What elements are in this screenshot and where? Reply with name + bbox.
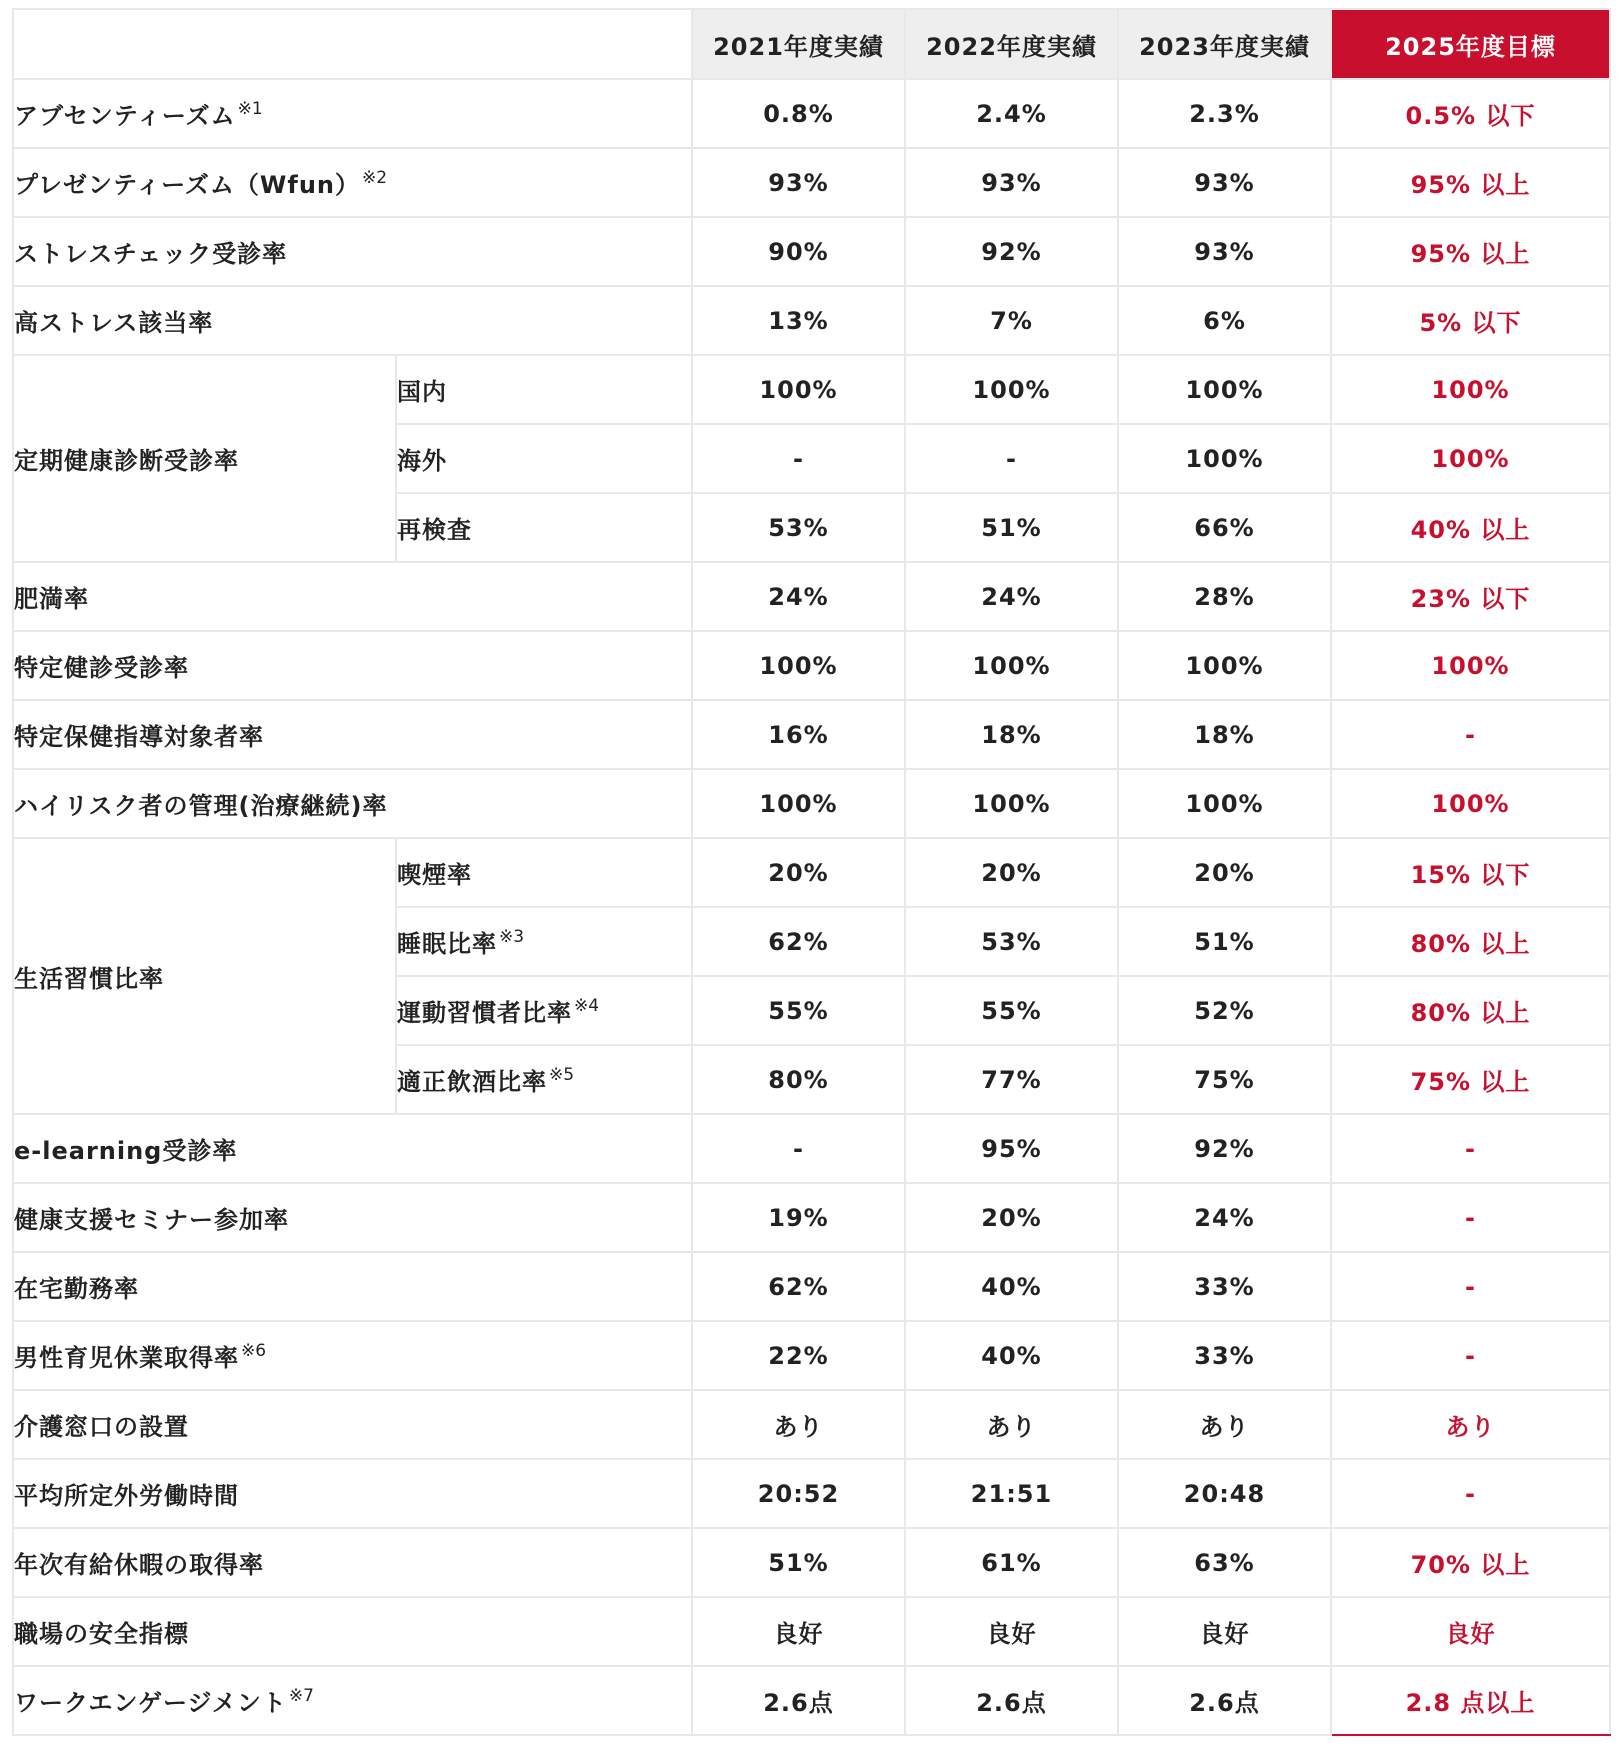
row-label: e-learning受診率 [13, 1114, 692, 1183]
cell-target: 5% 以下 [1331, 286, 1610, 355]
cell-2021: 80% [692, 1045, 905, 1114]
cell-2021: 53% [692, 493, 905, 562]
row-label-text: ワークエンゲージメント [14, 1689, 287, 1717]
cell-2022: 77% [905, 1045, 1118, 1114]
cell-2023: 6% [1118, 286, 1331, 355]
table-row [13, 700, 1610, 769]
group-label-lifestyle: 生活習慣比率 [13, 838, 396, 1114]
cell-target: 23% 以下 [1331, 562, 1610, 631]
cell-2022: 92% [905, 217, 1118, 286]
row-label-text: アブセンティーズム [14, 102, 236, 130]
cell-2023: 63% [1118, 1528, 1331, 1597]
cell-target: 良好 [1331, 1597, 1610, 1666]
footnote-marker: ※2 [362, 168, 388, 188]
table-row [13, 1114, 1610, 1183]
table-row [13, 631, 1610, 700]
cell-2023: 2.3% [1118, 79, 1331, 148]
cell-2021: 55% [692, 976, 905, 1045]
row-label-text: プレゼンティーズム（Wfun） [14, 171, 361, 199]
table-row [13, 286, 1610, 355]
health-kpi-table [12, 8, 1611, 1736]
cell-2021: 62% [692, 1252, 905, 1321]
cell-2023: 33% [1118, 1252, 1331, 1321]
sub-label: 国内 [396, 355, 692, 424]
row-label-text: 男性育児休業取得率 [14, 1344, 239, 1372]
row-label: 年次有給休暇の取得率 [13, 1528, 692, 1597]
sub-label: 喫煙率 [396, 838, 692, 907]
cell-2021: 2.6点 [692, 1666, 905, 1735]
footnote-marker: ※7 [288, 1686, 314, 1706]
sub-label [396, 976, 692, 1045]
cell-2023: 66% [1118, 493, 1331, 562]
cell-2021: - [692, 424, 905, 493]
footnote-marker: ※1 [237, 99, 263, 119]
cell-2021: 0.8% [692, 79, 905, 148]
table-row [13, 1390, 1610, 1459]
cell-2021: 良好 [692, 1597, 905, 1666]
sub-label [396, 907, 692, 976]
cell-2022: あり [905, 1390, 1118, 1459]
cell-2022: 61% [905, 1528, 1118, 1597]
header-2021: 2021年度実績 [692, 9, 905, 79]
table-row [13, 79, 1610, 148]
cell-2023: 良好 [1118, 1597, 1331, 1666]
header-2023: 2023年度実績 [1118, 9, 1331, 79]
row-label: 高ストレス該当率 [13, 286, 692, 355]
cell-2021: 22% [692, 1321, 905, 1390]
sub-label [396, 1045, 692, 1114]
cell-2021: 93% [692, 148, 905, 217]
cell-2022: 良好 [905, 1597, 1118, 1666]
table-row [13, 1528, 1610, 1597]
cell-2021: 62% [692, 907, 905, 976]
cell-2021: 16% [692, 700, 905, 769]
cell-2021: 13% [692, 286, 905, 355]
cell-target: - [1331, 1114, 1610, 1183]
header-blank [13, 9, 692, 79]
cell-2022: 2.6点 [905, 1666, 1118, 1735]
cell-2022: 18% [905, 700, 1118, 769]
footnote-marker: ※4 [574, 996, 600, 1016]
cell-2021: 20:52 [692, 1459, 905, 1528]
cell-target: 15% 以下 [1331, 838, 1610, 907]
table-row [13, 1666, 1610, 1735]
cell-2022: 7% [905, 286, 1118, 355]
cell-2023: 75% [1118, 1045, 1331, 1114]
cell-2022: 40% [905, 1252, 1118, 1321]
cell-2022: 100% [905, 769, 1118, 838]
table-row [13, 148, 1610, 217]
sub-label-text: 睡眠比率 [397, 930, 497, 958]
cell-target: 100% [1331, 769, 1610, 838]
row-label: ハイリスク者の管理(治療継続)率 [13, 769, 692, 838]
cell-2022: 55% [905, 976, 1118, 1045]
footnote-marker: ※6 [241, 1341, 267, 1361]
sub-label-text: 適正飲酒比率 [397, 1068, 547, 1096]
cell-2023: 100% [1118, 769, 1331, 838]
cell-2023: 100% [1118, 355, 1331, 424]
header-2022: 2022年度実績 [905, 9, 1118, 79]
row-label [13, 79, 692, 148]
table-row [13, 562, 1610, 631]
cell-2023: 24% [1118, 1183, 1331, 1252]
cell-2022: 2.4% [905, 79, 1118, 148]
table-row [13, 838, 1610, 907]
row-label: 職場の安全指標 [13, 1597, 692, 1666]
sub-label: 再検査 [396, 493, 692, 562]
cell-2022: 53% [905, 907, 1118, 976]
footnote-marker: ※5 [549, 1065, 575, 1085]
cell-target: 2.8 点以上 [1331, 1666, 1610, 1735]
cell-2022: 20% [905, 1183, 1118, 1252]
cell-2023: 100% [1118, 631, 1331, 700]
cell-2021: 100% [692, 631, 905, 700]
cell-2023: 51% [1118, 907, 1331, 976]
cell-2021: 100% [692, 769, 905, 838]
cell-2021: 100% [692, 355, 905, 424]
cell-2023: 100% [1118, 424, 1331, 493]
row-label: 健康支援セミナー参加率 [13, 1183, 692, 1252]
row-label: 介護窓口の設置 [13, 1390, 692, 1459]
cell-target: - [1331, 1321, 1610, 1390]
group-label-checkup: 定期健康診断受診率 [13, 355, 396, 562]
table-row [13, 1321, 1610, 1390]
cell-2021: 90% [692, 217, 905, 286]
row-label [13, 1666, 692, 1735]
cell-2022: 100% [905, 631, 1118, 700]
cell-2022: 21:51 [905, 1459, 1118, 1528]
cell-target: 0.5% 以下 [1331, 79, 1610, 148]
cell-target: 95% 以上 [1331, 148, 1610, 217]
row-label: 在宅勤務率 [13, 1252, 692, 1321]
table-row [13, 769, 1610, 838]
row-label [13, 148, 692, 217]
table-row [13, 1597, 1610, 1666]
cell-2023: 92% [1118, 1114, 1331, 1183]
cell-2022: 20% [905, 838, 1118, 907]
cell-2023: 52% [1118, 976, 1331, 1045]
table-row [13, 217, 1610, 286]
sub-label-text: 運動習慣者比率 [397, 999, 572, 1027]
cell-2021: 20% [692, 838, 905, 907]
cell-target: 40% 以上 [1331, 493, 1610, 562]
cell-2023: 33% [1118, 1321, 1331, 1390]
cell-2021: - [692, 1114, 905, 1183]
cell-2023: 93% [1118, 148, 1331, 217]
cell-target: - [1331, 700, 1610, 769]
cell-2023: 93% [1118, 217, 1331, 286]
cell-2021: 51% [692, 1528, 905, 1597]
cell-2022: 51% [905, 493, 1118, 562]
header-row [13, 9, 1610, 79]
row-label: ストレスチェック受診率 [13, 217, 692, 286]
cell-2022: 40% [905, 1321, 1118, 1390]
header-target-2025: 2025年度目標 [1331, 9, 1610, 79]
sub-label: 海外 [396, 424, 692, 493]
cell-2021: 24% [692, 562, 905, 631]
cell-target: - [1331, 1183, 1610, 1252]
table-row [13, 1252, 1610, 1321]
cell-2023: 2.6点 [1118, 1666, 1331, 1735]
cell-target: 100% [1331, 424, 1610, 493]
cell-2021: あり [692, 1390, 905, 1459]
row-label: 平均所定外労働時間 [13, 1459, 692, 1528]
cell-target: 70% 以上 [1331, 1528, 1610, 1597]
table-row [13, 355, 1610, 424]
cell-target: 75% 以上 [1331, 1045, 1610, 1114]
cell-2023: 28% [1118, 562, 1331, 631]
cell-2021: 19% [692, 1183, 905, 1252]
cell-2023: 18% [1118, 700, 1331, 769]
footnote-marker: ※3 [499, 927, 525, 947]
cell-2023: あり [1118, 1390, 1331, 1459]
row-label: 特定健診受診率 [13, 631, 692, 700]
row-label: 肥満率 [13, 562, 692, 631]
cell-2022: 100% [905, 355, 1118, 424]
cell-target: 80% 以上 [1331, 976, 1610, 1045]
cell-2023: 20:48 [1118, 1459, 1331, 1528]
cell-2022: 95% [905, 1114, 1118, 1183]
cell-2022: 24% [905, 562, 1118, 631]
cell-target: 100% [1331, 631, 1610, 700]
cell-target: 80% 以上 [1331, 907, 1610, 976]
cell-2022: - [905, 424, 1118, 493]
table-row [13, 1459, 1610, 1528]
cell-target: 100% [1331, 355, 1610, 424]
cell-2022: 93% [905, 148, 1118, 217]
cell-target: - [1331, 1459, 1610, 1528]
cell-target: 95% 以上 [1331, 217, 1610, 286]
cell-2023: 20% [1118, 838, 1331, 907]
table-row [13, 1183, 1610, 1252]
cell-target: あり [1331, 1390, 1610, 1459]
row-label: 特定保健指導対象者率 [13, 700, 692, 769]
cell-target: - [1331, 1252, 1610, 1321]
row-label [13, 1321, 692, 1390]
